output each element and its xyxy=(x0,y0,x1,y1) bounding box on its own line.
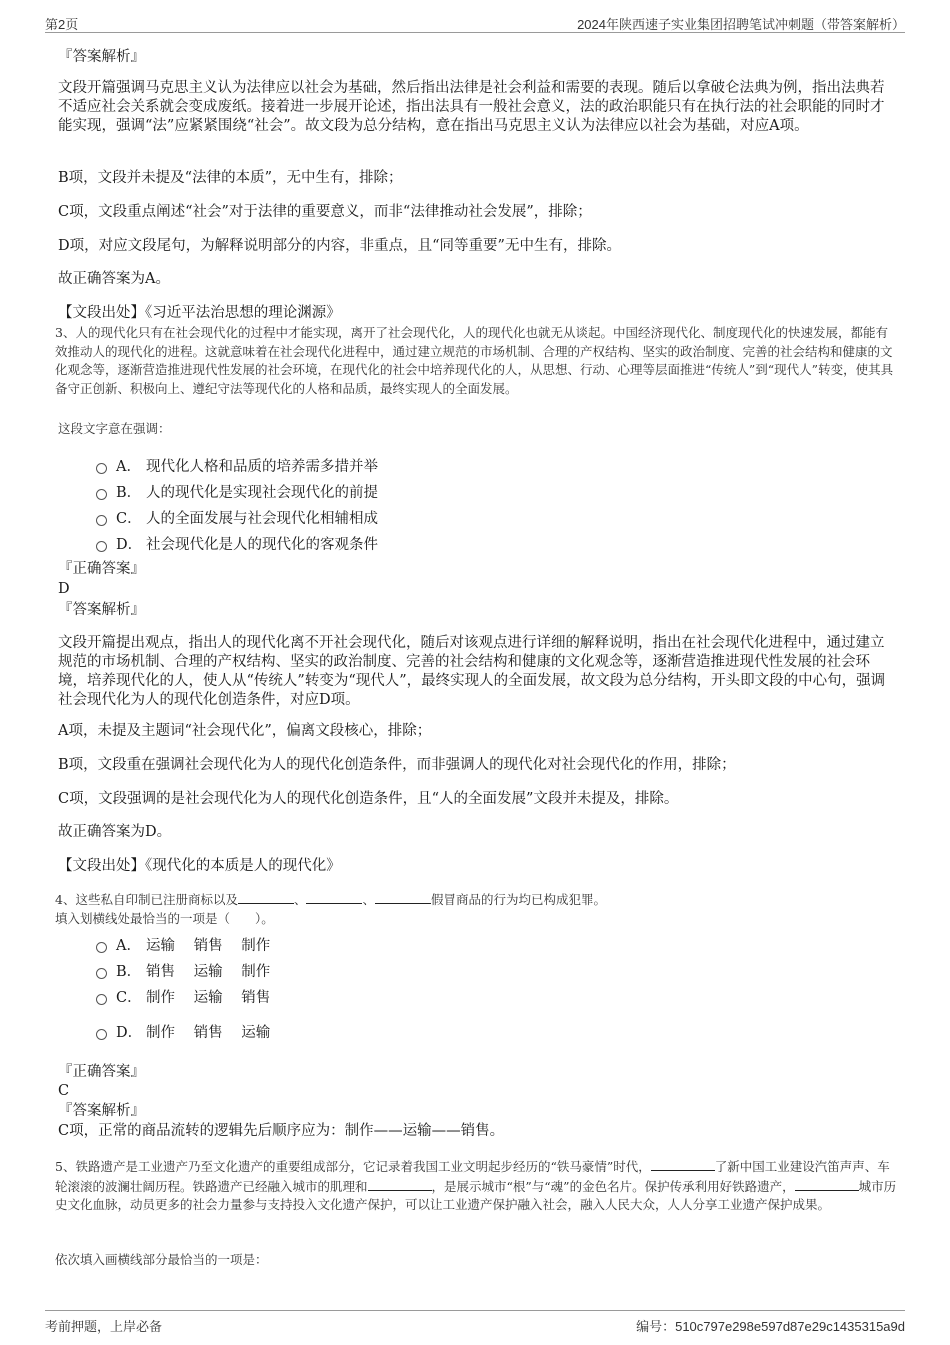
q2-analysis-label: 『答案解析』 xyxy=(58,49,145,65)
q4-analysis-label: 『答案解析』 xyxy=(58,1103,145,1119)
q3-analysis-option-b: B项，文段重在强调社会现代化为人的现代化创造条件，而非强调人的现代化对社会现代化的作用，排除； xyxy=(58,757,736,773)
q4-prompt: 填入划横线处最恰当的一项是（ ）。 xyxy=(55,911,274,926)
radio-icon[interactable] xyxy=(96,942,107,953)
q2-analysis-option-b: B项，文段并未提及“法律的本质”，无中生有，排除； xyxy=(58,170,403,186)
q3-analysis-paragraph: 文段开篇提出观点，指出人的现代化离不开社会现代化，随后对该观点进行详细的解释说明，指出在社会现代化进程中，通过建立规范的市场机制、合理的产权结构、坚实的政治制度、完善的社会结构和健康的文化观念等，逐渐营造推进现代性发展的社会环境，培养现代化的人，使人从“传统人”转变为“现代人”，最终实现人的全面发展，故文段为总分结构，开头即文段的中心句，强调社会现代化为人的现代化创造条件，对应D项。 xyxy=(58,635,886,708)
q3-option-a[interactable]: A． 现代化人格和品质的培养需多措并举 xyxy=(96,455,378,476)
blank-line xyxy=(651,1157,715,1171)
q3-analysis-option-c: C项，文段强调的是社会现代化为人的现代化创造条件，且“人的全面发展”文段并未提及，排除。 xyxy=(58,791,679,807)
blank-line xyxy=(306,890,362,904)
q4-answer-label: 『正确答案』 xyxy=(58,1064,145,1080)
q4-option-a[interactable]: A． 运输 销售 制作 xyxy=(96,934,270,955)
q3-stem: 3、人的现代化只有在社会现代化的过程中才能实现，离开了社会现代化，人的现代化也就无从谈起。中国经济现代化、制度现代化的快速发展，都能有效推动人的现代化的进程。这就意味着在社会现代化进程中，通过建立规范的市场机制、合理的产权结构、坚实的政治制度、完善的社会结构和健康的文化观念等，逐渐营造推进现代性发展的社会环境，在现代化的社会中培养现代化的人，从思想、行动、心理等层面推进“传统人”到“现代人”转变，使其具备守正创新、积极向上、遵纪守法等现代化的人格和品质，最终实现人的全面发展。 xyxy=(55,325,894,396)
blank-line xyxy=(795,1177,859,1191)
blank-line xyxy=(368,1177,432,1191)
page-footer xyxy=(45,1310,905,1335)
radio-icon[interactable] xyxy=(96,489,107,500)
q2-analysis-option-c: C项，文段重点阐述“社会”对于法律的重要意义，而非“法律推动社会发展”，排除； xyxy=(58,204,592,220)
q3-analysis-option-a: A项，未提及主题词“社会现代化”，偏离文段核心，排除； xyxy=(58,723,432,739)
q2-analysis-option-d: D项，对应文段尾句，为解释说明部分的内容，非重点，且“同等重要”无中生有，排除。 xyxy=(58,238,621,254)
q3-option-c[interactable]: C． 人的全面发展与社会现代化相辅相成 xyxy=(96,507,378,528)
q2-analysis-paragraph: 文段开篇强调马克思主义认为法律应以社会为基础，然后指出法律是社会利益和需要的表现。随后以拿破仑法典为例，指出法典若不适应社会关系就会变成废纸。接着进一步展开论述，指出法具有一般社会意义，法的政治职能只有在执行法的社会职能的同时才能实现，强调“法”应紧紧围绕“社会”。故文段为总分结构，意在指出马克思主义认为法律应以社会为基础，对应A项。 xyxy=(58,80,885,134)
q4-answer: C xyxy=(58,1083,70,1099)
q3-answer: D xyxy=(58,581,70,597)
radio-icon[interactable] xyxy=(96,515,107,526)
q4-analysis: C项，正常的商品流转的逻辑先后顺序应为：制作——运输——销售。 xyxy=(58,1123,505,1139)
q3-analysis-label: 『答案解析』 xyxy=(58,602,145,618)
blank-line xyxy=(375,890,431,904)
q4-option-d[interactable]: D． 制作 销售 运输 xyxy=(96,1021,270,1042)
radio-icon[interactable] xyxy=(96,463,107,474)
page-header xyxy=(45,12,905,33)
q2-conclusion: 故正确答案为A。 xyxy=(58,271,170,287)
radio-icon[interactable] xyxy=(96,994,107,1005)
footer-slogan: 考前押题，上岸必备 xyxy=(45,1319,163,1334)
q3-prompt: 这段文字意在强调： xyxy=(58,421,171,436)
document-title: 2024年陕西速子实业集团招聘笔试冲刺题（带答案解析） xyxy=(577,17,905,32)
q5-prompt: 依次填入画横线部分最恰当的一项是： xyxy=(55,1252,268,1267)
q5-stem: 5、铁路遗产是工业遗产乃至文化遗产的重要组成部分，它记录着我国工业文明起步经历的“铁马豪情”时代， 了新中国工业建设汽笛声声、车轮滚滚的波澜壮阔历程。铁路遗产已经融入城市的肌理和 ，是展示城市“根”与“魂”的金色名片。保护传承利用好铁路遗产， 城市历史文化血脉，动员更多的社会力量参与支持投入文化遗产保护，可以让工业遗产保护融入社会，融入人民大众，人人分享工业遗产保护成果。 xyxy=(55,1159,897,1212)
radio-icon[interactable] xyxy=(96,541,107,552)
q3-option-b[interactable]: B． 人的现代化是实现社会现代化的前提 xyxy=(96,481,378,502)
q4-stem: 4、这些私自印制已注册商标以及 、 、 假冒商品的行为均已构成犯罪。 xyxy=(55,892,607,907)
q4-option-c[interactable]: C． 制作 运输 销售 xyxy=(96,986,270,1007)
radio-icon[interactable] xyxy=(96,968,107,979)
page-number: 第2页 xyxy=(45,17,79,32)
q2-source: 【文段出处】《习近平法治思想的理论渊源》 xyxy=(58,305,341,321)
footer-serial: 编号：510c797e298e597d87e29c1435315a9d xyxy=(636,1319,905,1334)
q3-option-d[interactable]: D． 社会现代化是人的现代化的客观条件 xyxy=(96,533,378,554)
radio-icon[interactable] xyxy=(96,1029,107,1040)
q3-source: 【文段出处】《现代化的本质是人的现代化》 xyxy=(58,858,341,874)
q4-option-b[interactable]: B． 销售 运输 制作 xyxy=(96,960,270,981)
q3-answer-label: 『正确答案』 xyxy=(58,561,145,577)
q3-conclusion: 故正确答案为D。 xyxy=(58,824,172,840)
blank-line xyxy=(238,890,294,904)
